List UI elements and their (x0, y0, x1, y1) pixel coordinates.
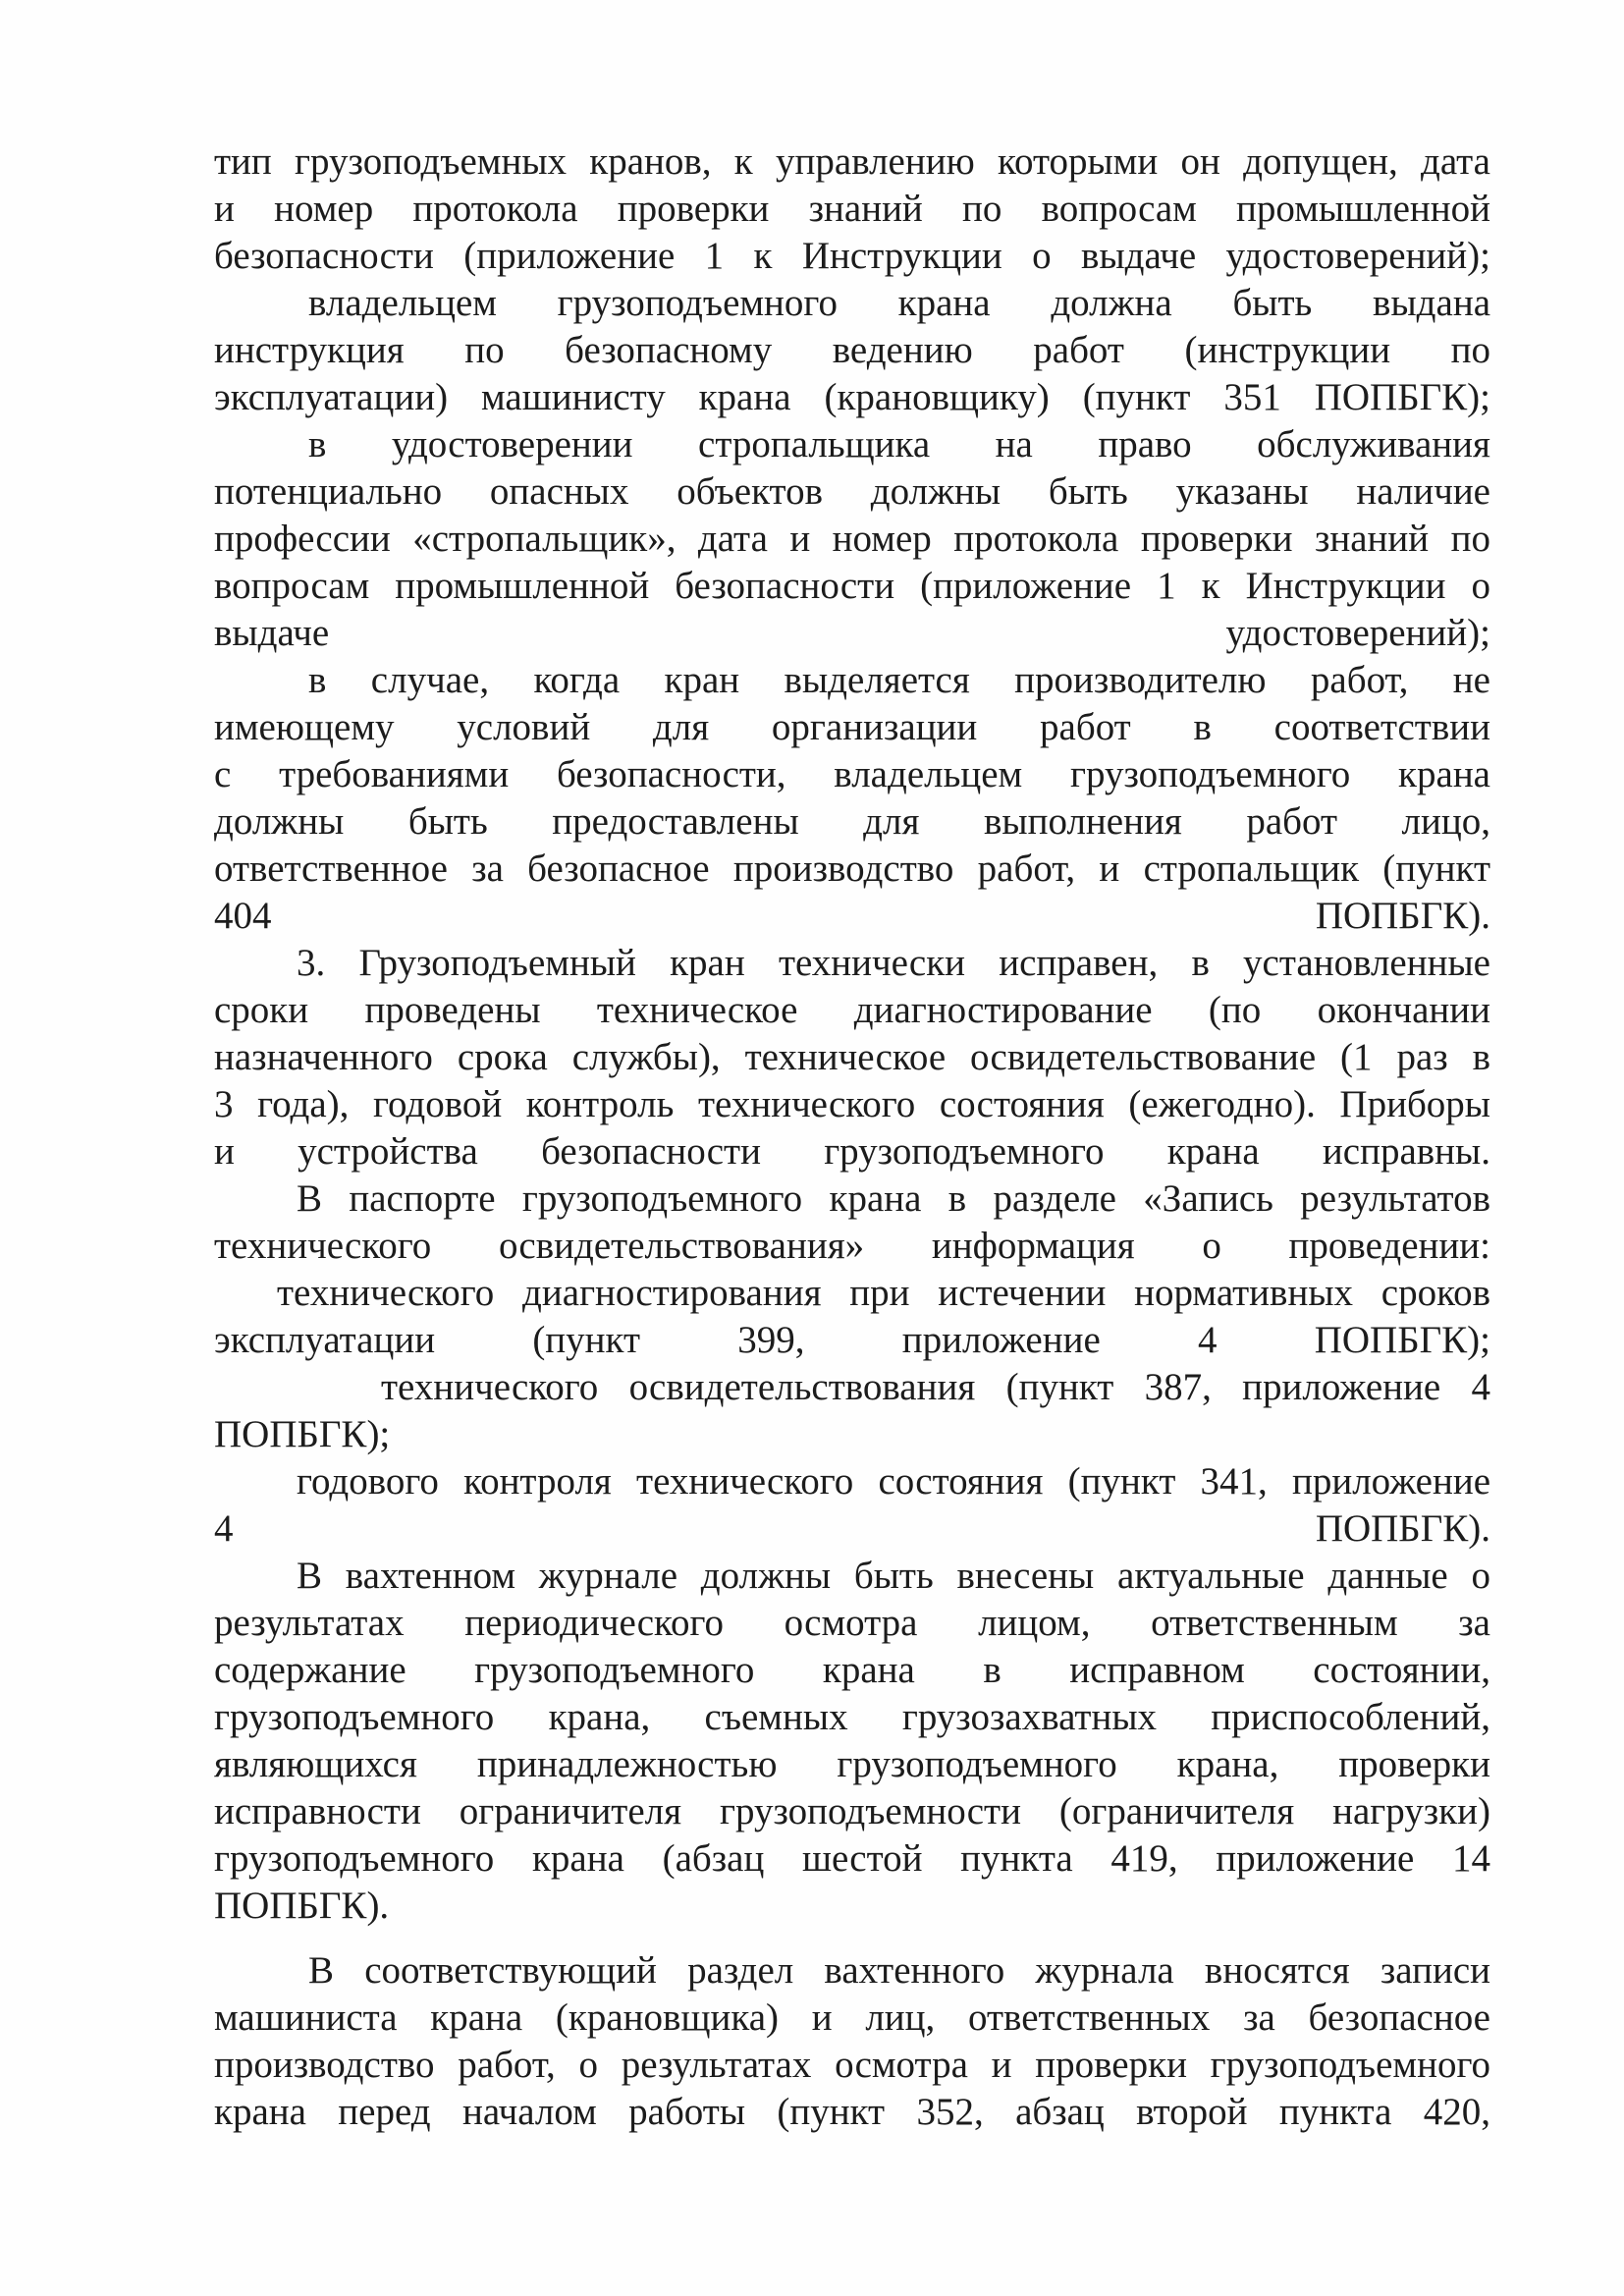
text-line: годового контроля технического состояния (пункт 341, приложение (297, 1460, 1490, 1503)
text-line: сроки проведены техническое диагностирование (по окончании (214, 989, 1490, 1031)
text-line: выдаче удостоверений); (214, 612, 1490, 654)
text-line: крана перед началом работы (пункт 352, абзац второй пункта 420, (214, 2091, 1490, 2133)
text-line: технического освидетельствования» информация о проведении: (214, 1225, 1490, 1267)
text-line: являющихся принадлежностью грузоподъемного крана, проверки (214, 1743, 1490, 1785)
text-line: имеющему условий для организации работ в соответствии (214, 706, 1490, 748)
text-line: ответственное за безопасное производство работ, и стропальщик (пункт (214, 847, 1490, 890)
text-line: вопросам промышленной безопасности (приложение 1 к Инструкции о (214, 565, 1490, 607)
text-line: 4 ПОПБГК). (214, 1507, 1490, 1550)
text-line: В соответствующий раздел вахтенного журнала вносятся записи (308, 1949, 1490, 1992)
text-line: 3 года), годовой контроль технического состояния (ежегодно). Приборы (214, 1083, 1490, 1125)
text-line: владельцем грузоподъемного крана должна быть выдана (308, 282, 1490, 324)
text-line: В паспорте грузоподъемного крана в разделе «Запись результатов (297, 1177, 1490, 1220)
text-line: 404 ПОПБГК). (214, 895, 1490, 937)
text-line: технического диагностирования при истечении нормативных сроков (277, 1272, 1490, 1314)
text-line: содержание грузоподъемного крана в исправном состоянии, (214, 1649, 1490, 1691)
text-line: назначенного срока службы), техническое освидетельствование (1 раз в (214, 1036, 1490, 1078)
text-line: производство работ, о результатах осмотра и проверки грузоподъемного (214, 2044, 1490, 2086)
text-line: должны быть предоставлены для выполнения работ лицо, (214, 800, 1490, 843)
text-line: грузоподъемного крана (абзац шестой пункта 419, приложение 14 (214, 1837, 1490, 1880)
text-line: ПОПБГК); (214, 1413, 391, 1455)
text-line: 3. Грузоподъемный кран технически исправен, в установленные (297, 942, 1490, 984)
text-line: профессии «стропальщик», дата и номер протокола проверки знаний по (214, 518, 1490, 560)
text-line: и номер протокола проверки знаний по вопросам промышленной (214, 188, 1490, 230)
text-line: эксплуатации) машинисту крана (крановщику) (пункт 351 ПОПБГК); (214, 376, 1490, 418)
text-line: инструкция по безопасному ведению работ (инструкции по (214, 329, 1490, 371)
text-line: в удостоверении стропальщика на право обслуживания (308, 423, 1490, 465)
text-line: безопасности (приложение 1 к Инструкции о выдаче удостоверений); (214, 235, 1490, 277)
text-line: технического освидетельствования (пункт 387, приложение 4 (381, 1366, 1490, 1408)
text-line: в случае, когда кран выделяется производителю работ, не (308, 659, 1490, 701)
text-line: ПОПБГК). (214, 1885, 390, 1927)
text-line: грузоподъемного крана, съемных грузозахватных приспособлений, (214, 1696, 1490, 1738)
text-line: и устройства безопасности грузоподъемного крана исправны. (214, 1130, 1490, 1173)
text-line: с требованиями безопасности, владельцем грузоподъемного крана (214, 753, 1490, 795)
text-line: результатах периодического осмотра лицом, ответственным за (214, 1602, 1490, 1644)
text-line: исправности ограничителя грузоподъемности (ограничителя нагрузки) (214, 1790, 1490, 1832)
text-line: В вахтенном журнале должны быть внесены актуальные данные о (297, 1555, 1490, 1597)
text-line: потенциально опасных объектов должны быть указаны наличие (214, 470, 1490, 513)
text-line: тип грузоподъемных кранов, к управлению которыми он допущен, дата (214, 140, 1490, 183)
text-line: эксплуатации (пункт 399, приложение 4 ПОПБГК); (214, 1319, 1490, 1361)
text-line: машиниста крана (крановщика) и лиц, ответственных за безопасное (214, 1996, 1490, 2039)
